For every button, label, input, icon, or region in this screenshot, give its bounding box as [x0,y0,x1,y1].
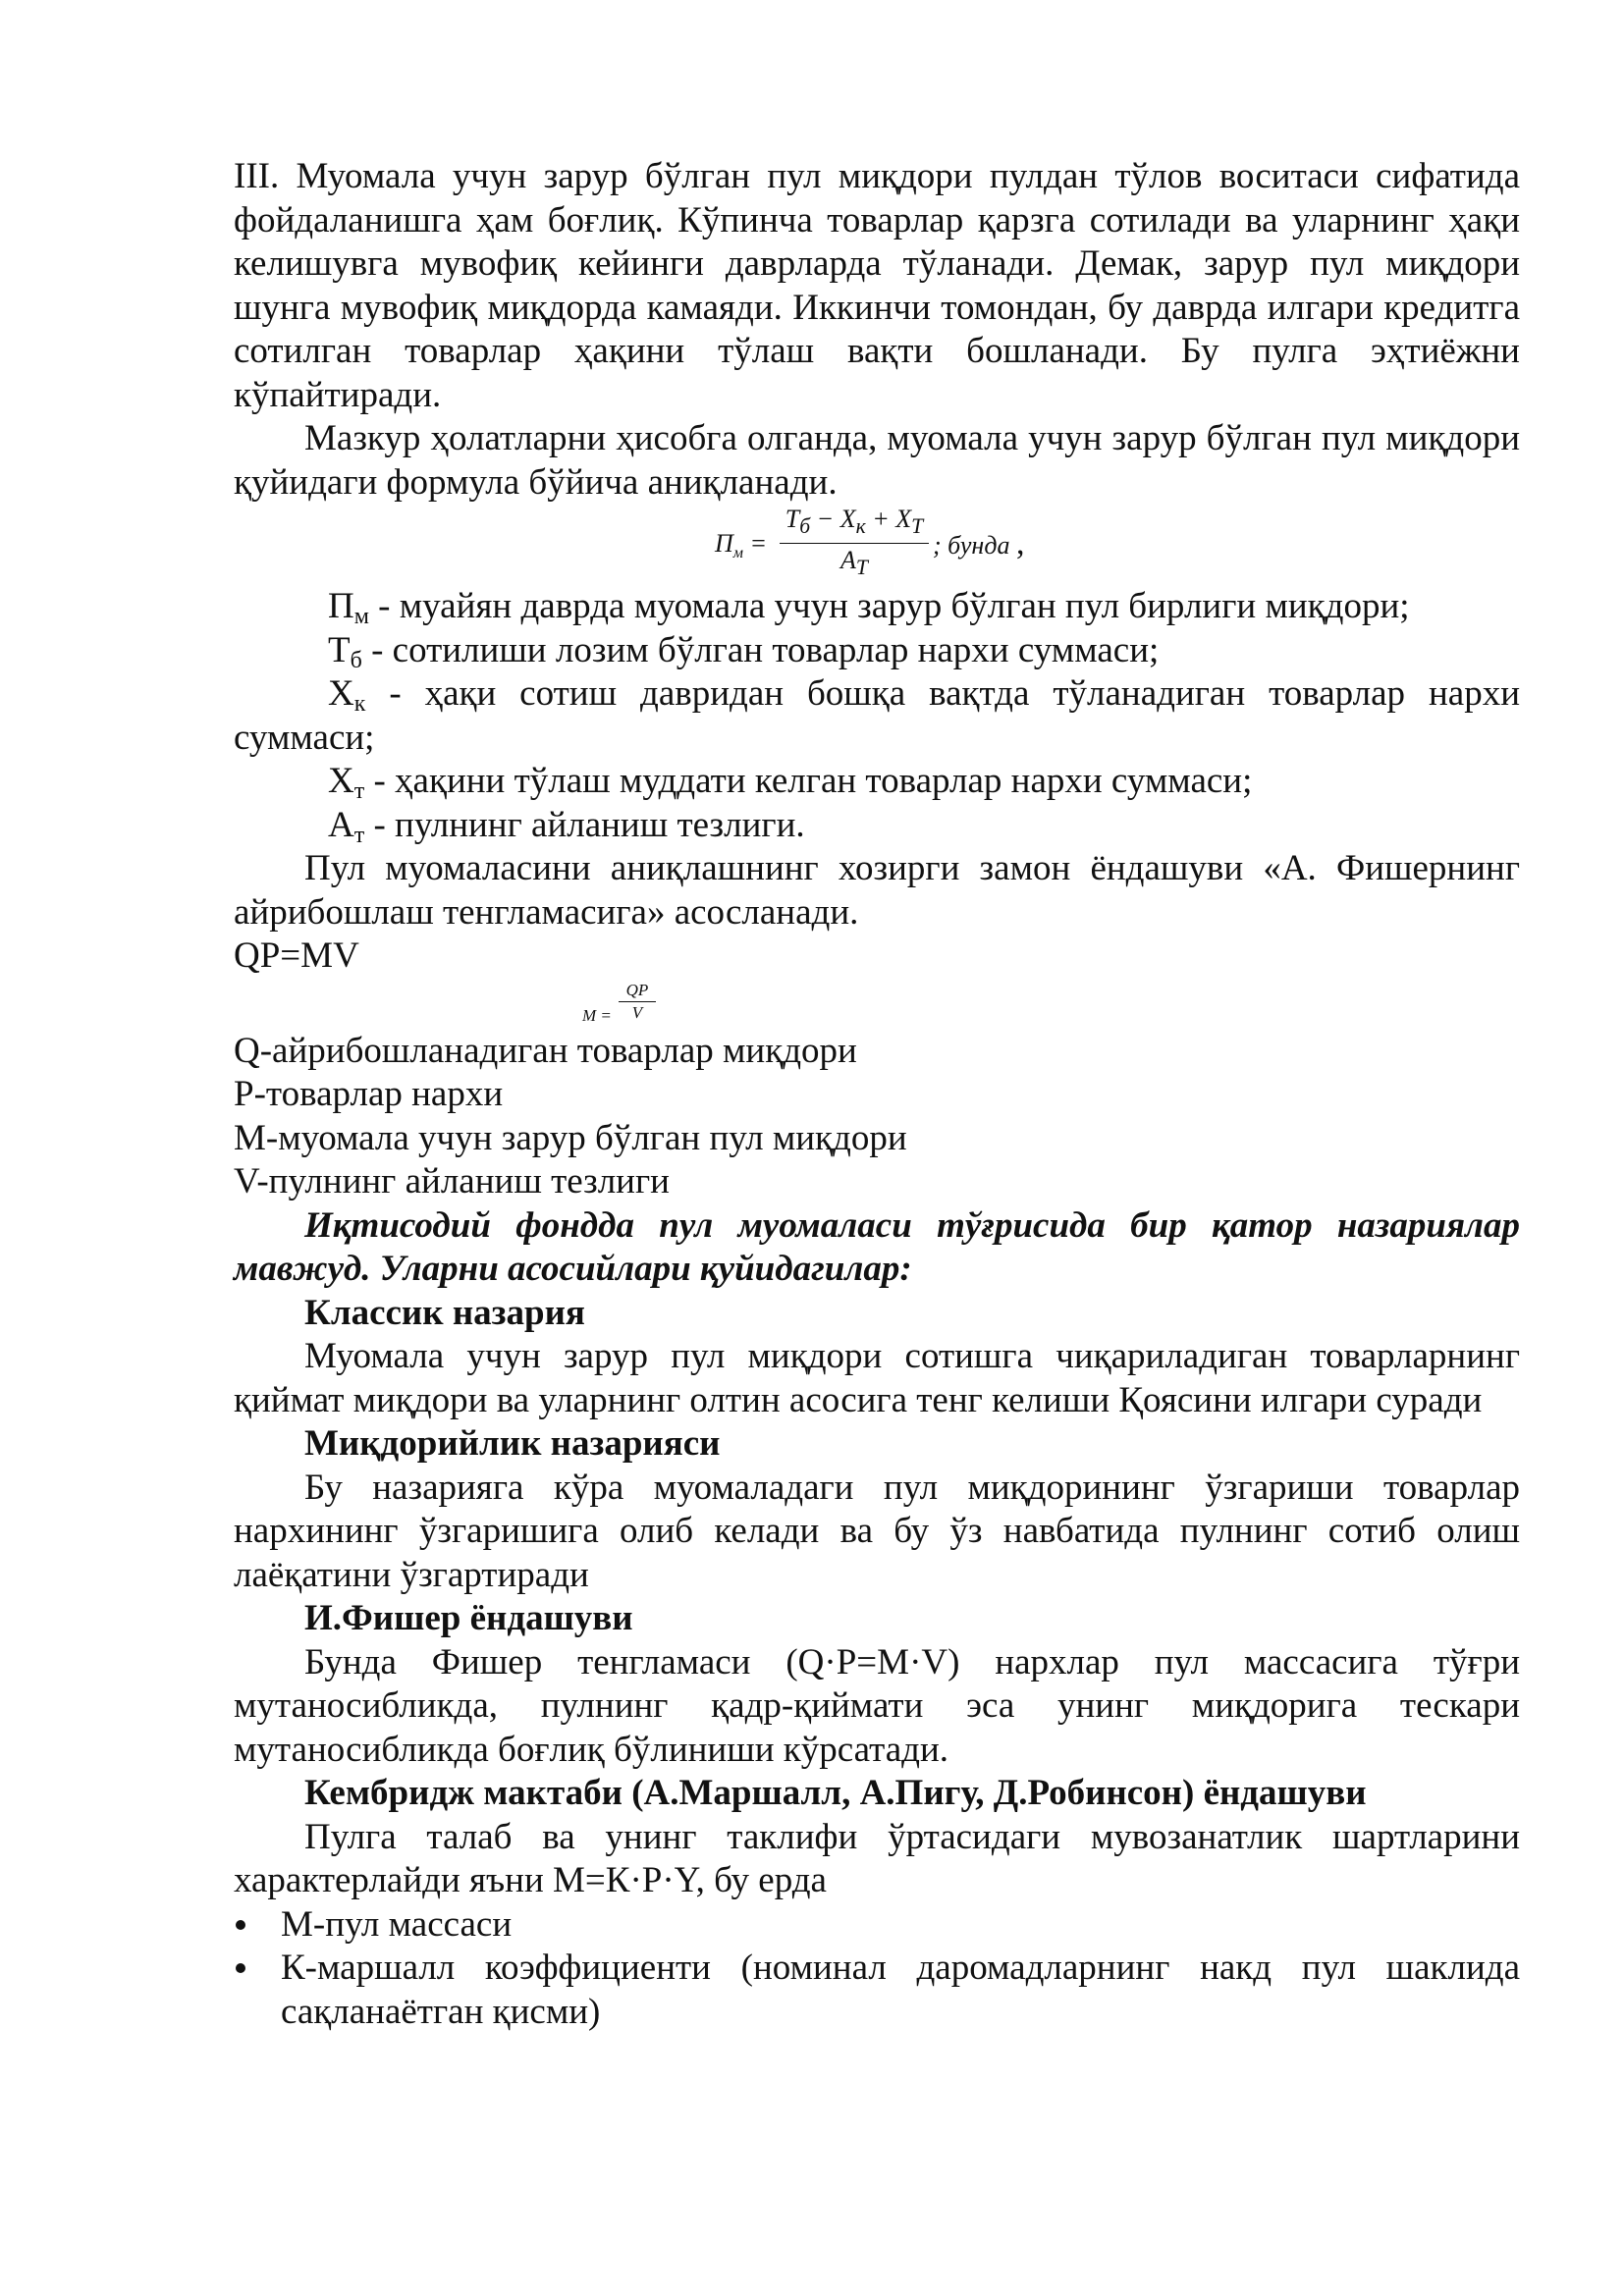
document-page [234,155,1520,2034]
variable-m: M-муомала учун зарур бўлган пул миқдори [234,1117,907,1158]
variable-v: V-пулнинг айланиш тезлиги [234,1161,670,1201]
definition-xk: $Х_к$ - ҳақи сотиш давридан бошқа вақтда тўланадиган товарлар нархи суммаси; [234,673,1520,758]
definition-at: $А_т$ - пулнинг айланиш тезлиги. [328,804,805,848]
list-item: М-пул массаси [234,1903,1520,1948]
formula-tail: ; бунда , [933,525,1025,561]
fraction-bar [619,1001,656,1002]
paragraph-fisher-approach: Пул муомаласини аниқлашнинг хозирги замон ёндашуви «А. Фишернинг айрибошлаш тенгламасига» асосланади. [234,848,1520,933]
formula-denominator: $А_Т$ [840,546,868,580]
definition-xt: $Х_т$ - ҳақини тўлаш муддати келган товарлар нархи суммаси; [328,761,1253,804]
heading-cambridge: Кембридж мактаби (А.Маршалл, А.Пигу, Д.Робинсон) ёндашуви [304,1773,1367,1813]
paragraph-payment-means: III. Муомала учун зарур бўлган пул миқдори пулдан тўлов воситаси сифатида фойдаланишга ҳам боғлиқ. Кўпинча товарлар қарзга сотилади ва уларнинг ҳақи келишувга мувофиқ кейинги даврларда тўланади. Демак, зарур пул миқдори шунга мувофиқ миқдорда камаяди. Иккинчи томондан, бу даврда илгари кредитга сотилган товарлар ҳақини тўлаш вақти бошланади. Бу пулга эҳтиёжни кўпайтиради. [234,156,1520,415]
variable-q: Q-айрибошланадиган товарлар миқдори [234,1030,857,1071]
heading-classic-theory: Классик назария [304,1292,585,1333]
formula2-fraction [619,981,656,1023]
money-demand-formula [234,505,1520,585]
fraction-bar [780,543,929,544]
body-cambridge: Пулга талаб ва унинг таклифи ўртасидаги мувозанатлик шартларини характерлайди яъни M=К·P·Y, бу ерда [234,1816,1520,1900]
formula-fraction [780,505,929,582]
body-quantity-theory: Бу назарияга кўра муомаладаги пул миқдорининг ўзгариши товарлар нархининг ўзгаришига олиб келади ва бу ўз навбатида пулнинг сотиб олиш лаёқатини ўзгартиради [234,1467,1520,1595]
heading-quantity-theory: Миқдорийлик назарияси [304,1423,721,1464]
definition-pm: $П_м$ - муайян даврда муомала учун зарур бўлган пул бирлиги миқдори; [328,586,1410,629]
body-classic-theory: Муомала учун зарур пул миқдори сотишга чиқариладиган товарларнинг қиймат миқдори ва уларнинг олтин асосига тенг келиши Қоясини илгари суради [234,1336,1520,1420]
definition-tb: $Т_б$ - сотилиши лозим бўлган товарлар нархи суммаси; [328,629,1160,673]
formula2-denominator: V [631,1002,643,1022]
bullet-icon [236,1920,245,1930]
list-item: К-маршалл коэффициенти (номинал даромадларнинг накд пул шаклида сақланаётган қисми) [234,1947,1520,2034]
formula-lhs: $П_м$ = [715,529,768,562]
formula2-lhs: M = [582,1005,612,1025]
body-fisher: Бунда Фишер тенгламаси (Q·P=M·V) нархлар пул массасига тўғри мутаносибликда, пулнинг қадр-қиймати эса унинг миқдорига тескари мутаносибликда боғлиқ бўлиниши кўрсатади. [234,1641,1520,1770]
cambridge-variables-list [234,1903,1520,2035]
bullet-icon [236,1963,245,1973]
equation-qp-mv: QP=MV [234,935,359,976]
theories-intro: Иқтисодий фондда пул муомаласи тўғрисида бир қатор назариялар мавжуд. Уларни асосийлари қуйидагилар: [234,1204,1520,1289]
money-quantity-formula [234,979,1520,1030]
formula-numerator: $Т_б - Х_к + Х_Т$ [785,505,924,539]
heading-fisher: И.Фишер ёндашуви [304,1598,633,1638]
variable-p: P-товарлар нархи [234,1074,504,1114]
paragraph-formula-intro: Мазкур ҳолатларни ҳисобга олганда, муомала учун зарур бўлган пул миқдори қуйидаги формула бўйича аниқланади. [234,418,1520,503]
formula2-numerator: QP [625,980,649,999]
